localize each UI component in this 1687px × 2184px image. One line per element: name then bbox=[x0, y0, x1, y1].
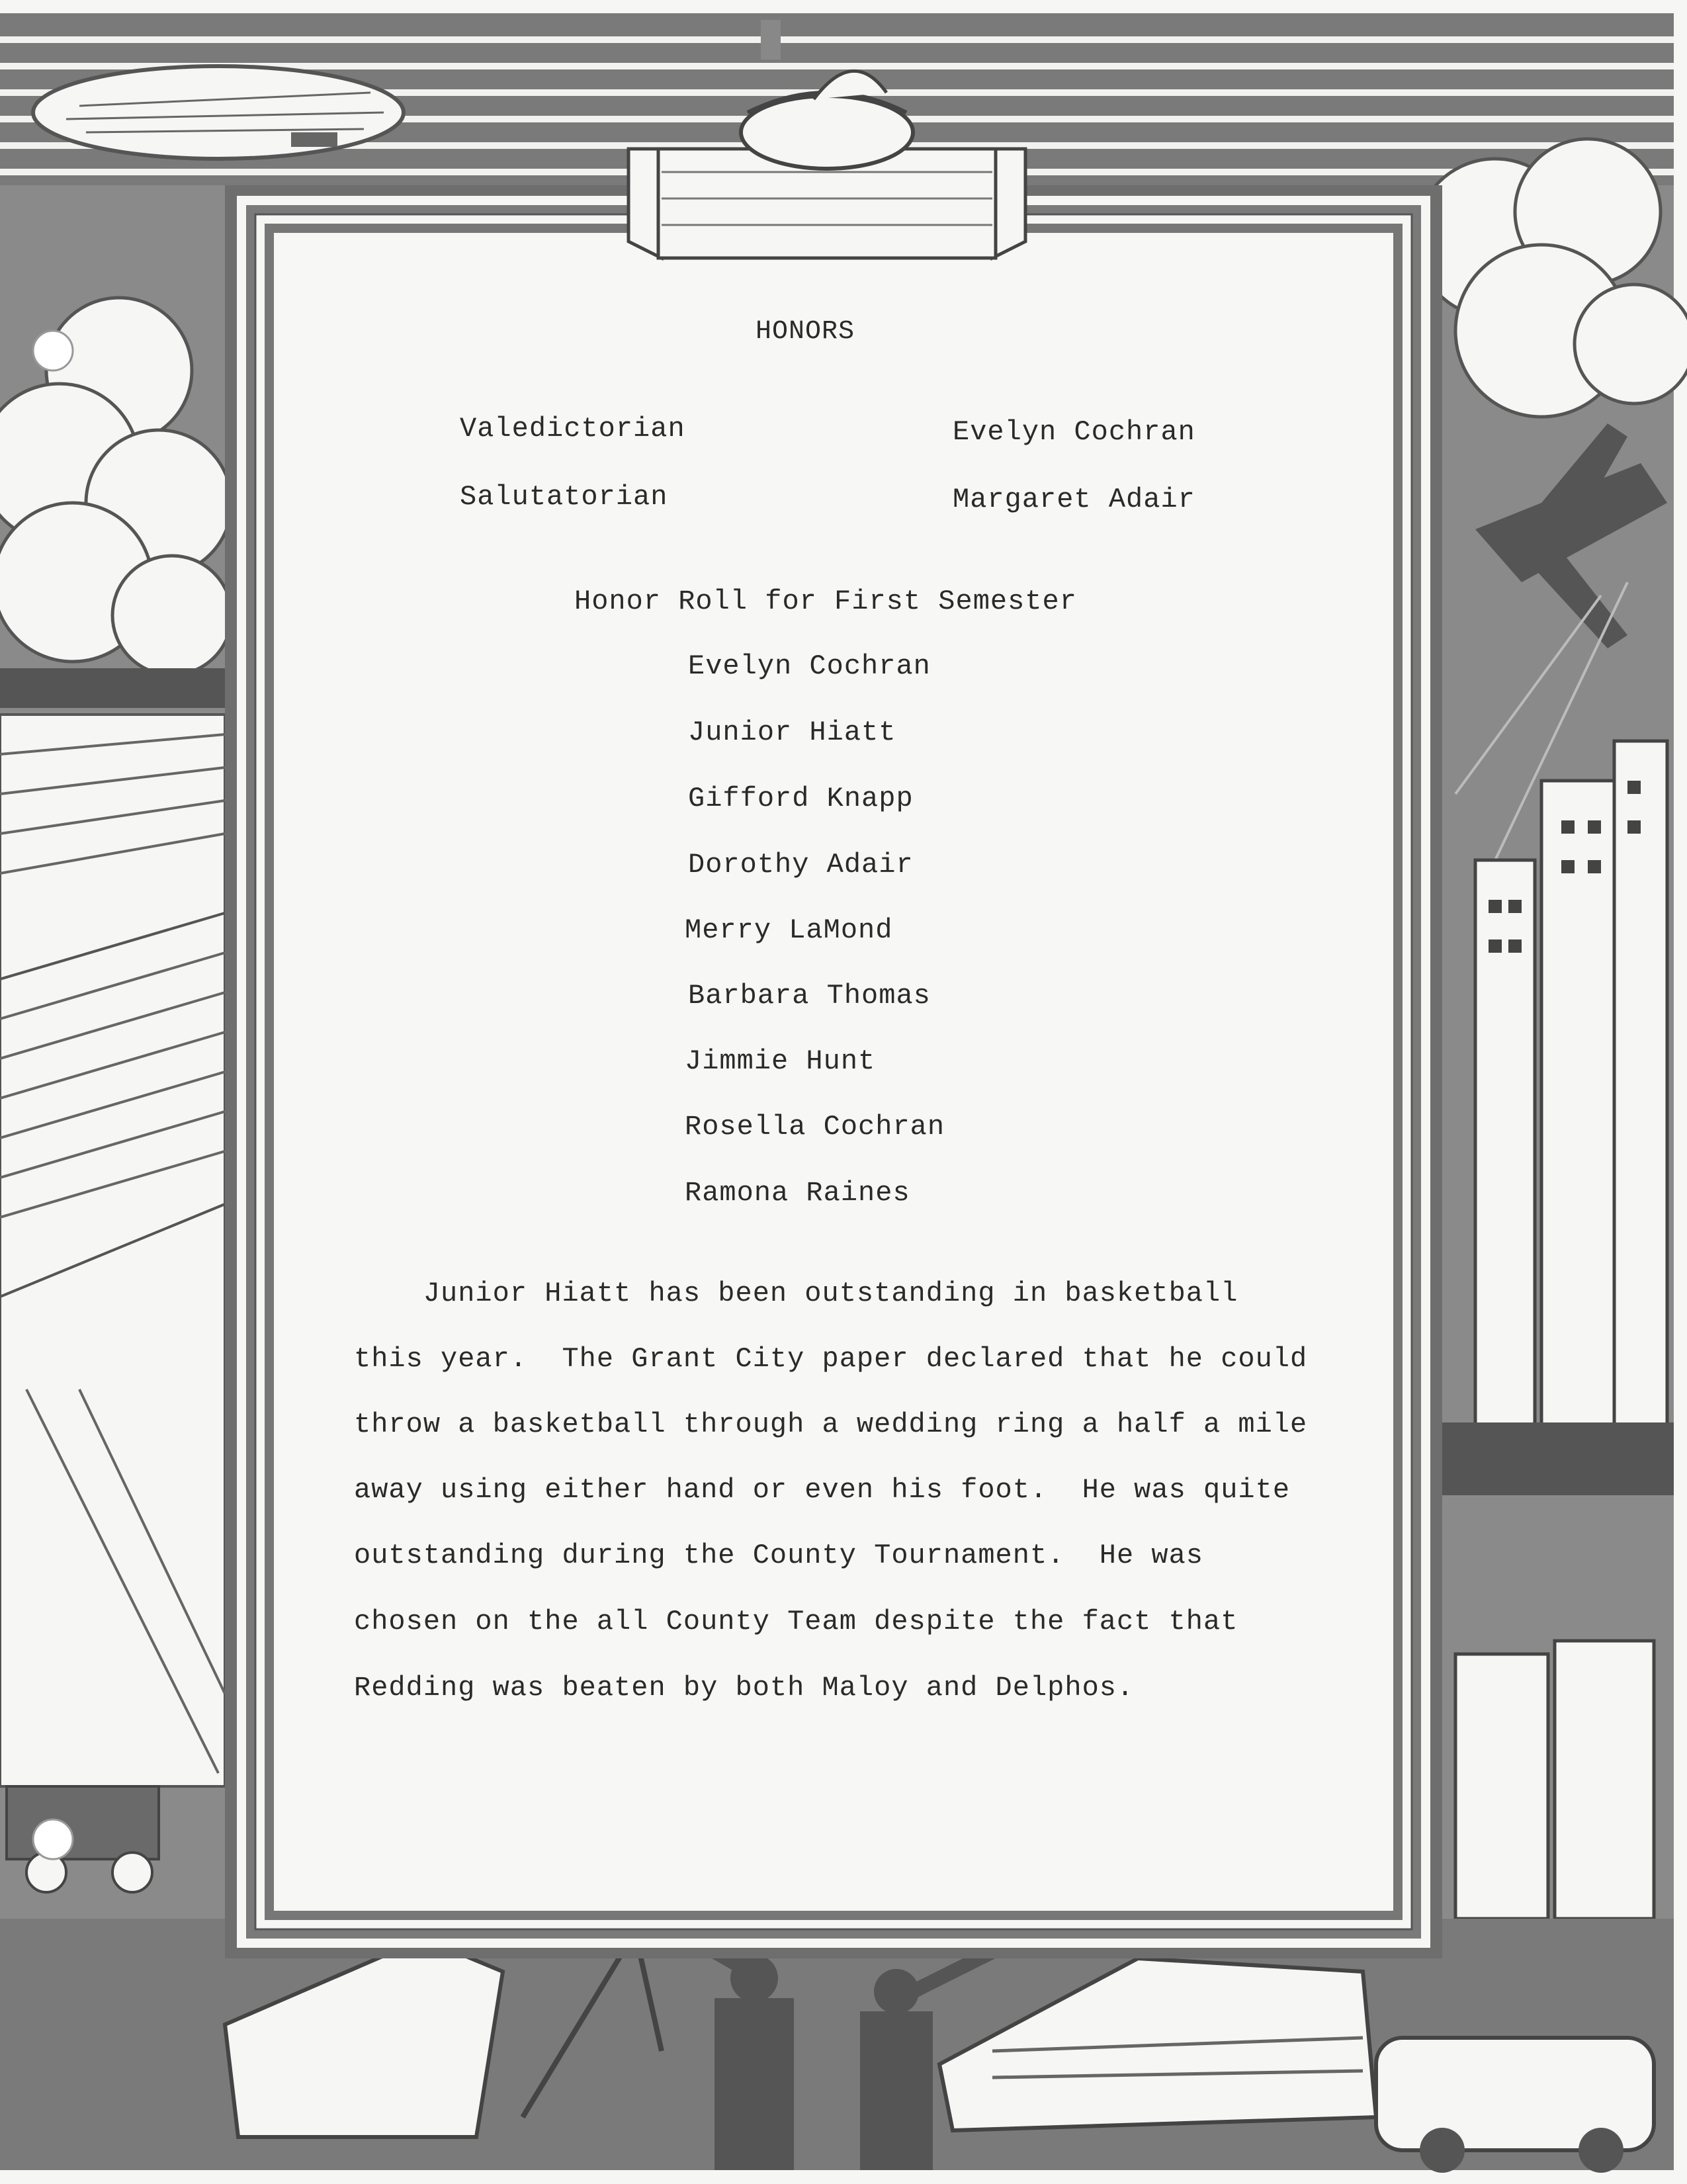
paragraph-line: Redding was beaten by both Maloy and Delphos. bbox=[354, 1672, 1135, 1704]
honor-roll-name: Merry LaMond bbox=[685, 914, 893, 946]
paragraph-line: away using either hand or even his foot. He was quite bbox=[354, 1474, 1291, 1506]
paragraph-line: chosen on the all County Team despite the fact that bbox=[354, 1606, 1238, 1638]
binder-hole bbox=[33, 331, 73, 371]
paragraph-line: Junior Hiatt has been outstanding in basketball bbox=[354, 1278, 1238, 1309]
binder-hole bbox=[33, 1819, 73, 1859]
paragraph-line: outstanding during the County Tournament. He was bbox=[354, 1540, 1204, 1571]
honor-name-valedictorian: Evelyn Cochran bbox=[953, 416, 1195, 448]
honor-roll-heading: Honor Roll for First Semester bbox=[574, 586, 1077, 617]
honor-roll-name: Rosella Cochran bbox=[685, 1111, 945, 1143]
honor-roll-name: Dorothy Adair bbox=[688, 849, 914, 881]
honor-roll-name: Evelyn Cochran bbox=[688, 650, 931, 682]
blimp-icon bbox=[33, 66, 404, 159]
honor-label-valedictorian: Valedictorian bbox=[460, 413, 685, 445]
honor-roll-name: Jimmie Hunt bbox=[685, 1045, 876, 1077]
honor-roll-name: Gifford Knapp bbox=[688, 783, 914, 814]
right-cityscape bbox=[1416, 139, 1687, 1919]
honor-roll-name: Barbara Thomas bbox=[688, 980, 931, 1012]
honor-label-salutatorian: Salutatorian bbox=[460, 481, 668, 513]
paragraph-line: throw a basketball through a wedding ring a half a mile bbox=[354, 1409, 1308, 1440]
left-landscape bbox=[0, 185, 232, 1919]
honor-roll-name: Ramona Raines bbox=[685, 1177, 910, 1209]
page-title: HONORS bbox=[756, 317, 855, 347]
honor-name-salutatorian: Margaret Adair bbox=[953, 484, 1195, 515]
paragraph-line: this year. The Grant City paper declared that he could bbox=[354, 1343, 1308, 1375]
honor-roll-name: Junior Hiatt bbox=[688, 717, 896, 748]
